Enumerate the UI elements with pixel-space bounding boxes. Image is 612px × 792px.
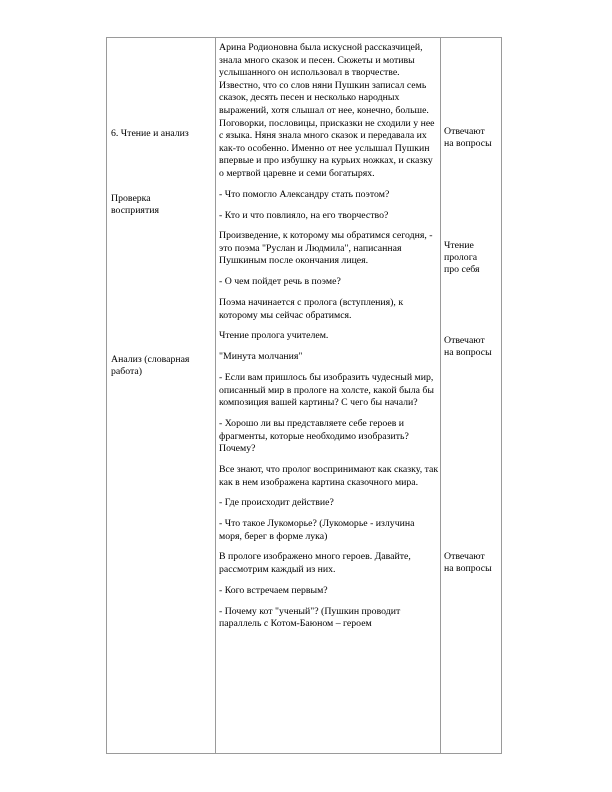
paragraph: Произведение, к которому мы обратимся сегодня, - это поэма "Руслан и Людмила", написанная Пушкиным после окончания лицея. bbox=[219, 230, 433, 267]
middle-column bbox=[219, 42, 439, 639]
question: - Где происходит действие? bbox=[219, 497, 334, 509]
paragraph: Арина Родионовна была искусной рассказчицей, знала много сказок и песен. Сюжеты и мотивы услышанного он использовал в творчестве. Известно, что со слов няни Пушкин записал семь сказок, десять песен и несколько народных выражений, хотя слышал от нее, конечно, больше. Поговорки, пословицы, присказки не сходили у нее с языка. Няня знала много сказок и передавала их как-то особенно. Именно от нее услышал Пушкин впервые и про избушку на курьих ножках, и сказку о мертвой царевне и семи богатырях. bbox=[219, 42, 435, 179]
column-divider-left bbox=[215, 38, 216, 753]
column-divider-right bbox=[440, 38, 441, 753]
lesson-table bbox=[106, 37, 502, 754]
left-cell-check: Проверка восприятия bbox=[111, 193, 159, 216]
left-cell-analysis: Анализ (словарная работа) bbox=[111, 354, 190, 377]
question: - Кого встречаем первым? bbox=[219, 584, 328, 596]
question: - Если вам пришлось бы изобразить чудесный мир, описанный мир в прологе на холсте, какой была бы композиция вашей картины? С чего бы начали? bbox=[219, 371, 434, 409]
paragraph: Чтение пролога учителем. bbox=[219, 330, 329, 342]
right-cell-silent-reading: Чтение пролога про себя bbox=[444, 240, 480, 275]
question: - Что такое Лукоморье? (Лукоморье - излучина моря, берег в форме лука) bbox=[219, 518, 415, 542]
question: - О чем пойдет речь в поэме? bbox=[219, 276, 341, 288]
paragraph: Все знают, что пролог воспринимают как сказку, так как в нем изображена картина сказочного мира. bbox=[219, 463, 439, 488]
right-cell-answers: Отвечают на вопросы bbox=[444, 551, 492, 574]
question: - Кто и что повлияло, на его творчество? bbox=[219, 209, 389, 221]
question: - Хорошо ли вы представляете себе героев и фрагменты, которые необходимо изобразить? Почему? bbox=[219, 417, 409, 455]
paragraph: "Минута молчания" bbox=[219, 351, 303, 363]
right-cell-answers: Отвечают на вопросы bbox=[444, 335, 492, 358]
paragraph: В прологе изображено много героев. Давайте, рассмотрим каждый из них. bbox=[219, 551, 411, 576]
right-cell-answers: Отвечают на вопросы bbox=[444, 126, 492, 149]
paragraph: Поэма начинается с пролога (вступления), к которому мы сейчас обратимся. bbox=[219, 297, 404, 321]
question: - Почему кот "ученый"? (Пушкин проводит параллель с Котом-Баюном – героем bbox=[219, 605, 401, 630]
left-cell-reading: 6. Чтение и анализ bbox=[111, 128, 189, 139]
question: - Что помогло Александру стать поэтом? bbox=[219, 188, 390, 200]
